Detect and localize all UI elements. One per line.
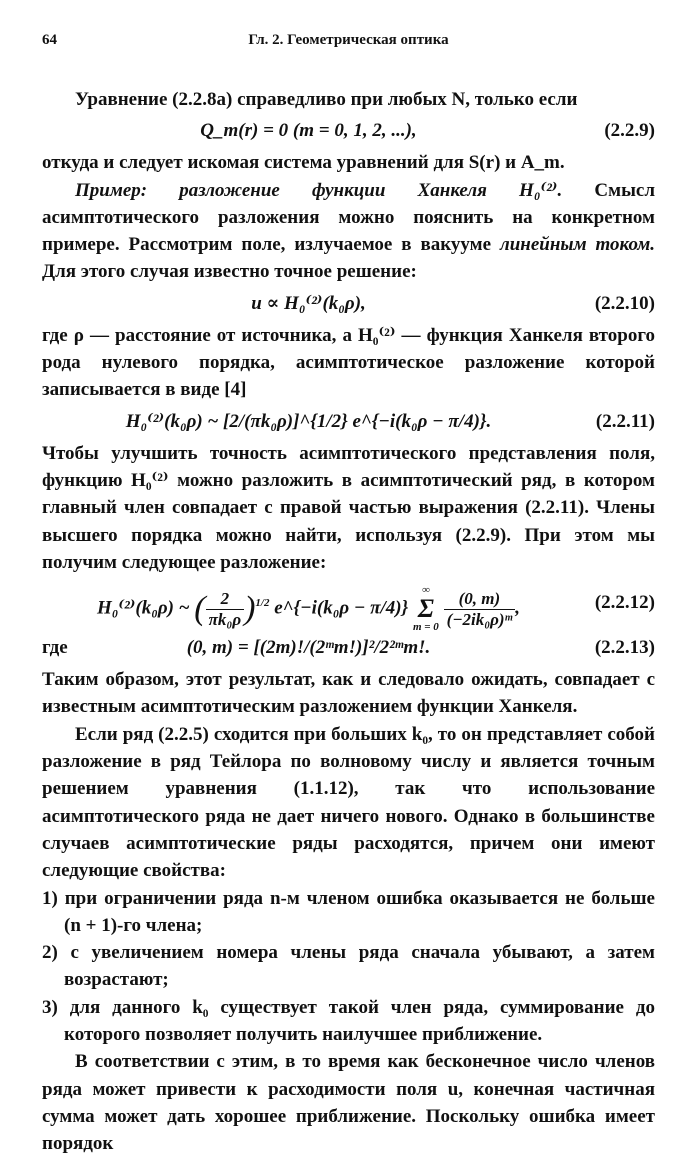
equation-2-2-12 bbox=[42, 576, 655, 634]
fraction-numerator: 2 bbox=[206, 589, 244, 610]
fraction bbox=[206, 589, 244, 630]
equation-2-2-13 bbox=[42, 630, 655, 666]
equation-formula: u ∝ H₀⁽²⁾(k₀ρ), bbox=[251, 292, 366, 314]
term-numerator: (0, m) bbox=[444, 589, 516, 610]
paragraph-1: Уравнение (2.2.8а) справедливо при любых N, только если bbox=[75, 89, 578, 110]
where-label: где bbox=[42, 637, 68, 659]
summation bbox=[413, 584, 439, 634]
paragraph-7: Если ряд (2.2.5) сходится при больших k₀, то он представляет собой разложение в ряд Тейлора по волновому числу и является точным решением уравнения (1.1.12), так что использование асимптотического ряда не дает ничего нового. Однако в большинстве случаев асимптотические ряды расходятся, причем они имеют следующие свойства: bbox=[42, 723, 655, 882]
list-item: 3) для данного k₀ существует такой член ряда, суммирование до которого позволяет получить наилучшее приближение. bbox=[42, 996, 655, 1046]
sum-upper: ∞ bbox=[421, 584, 430, 597]
left-paren: ( bbox=[194, 590, 206, 628]
equation-formula: H₀⁽²⁾(k₀ρ) ~ [2/(πk₀ρ)]^{1/2} e^{−i(k₀ρ − π/4)}. bbox=[125, 410, 492, 432]
equation-number: (2.2.11) bbox=[595, 410, 655, 432]
equation-2-2-11 bbox=[42, 404, 655, 440]
list-item: 2) с увеличением номера члены ряда сначала убывают, а затем возрастают; bbox=[42, 942, 655, 991]
equation-formula bbox=[42, 576, 575, 636]
page-number: 64 bbox=[42, 32, 57, 48]
eq-comma: , bbox=[515, 597, 521, 619]
equation-number: (2.2.9) bbox=[604, 120, 655, 142]
fraction-denominator: πk₀ρ bbox=[208, 609, 242, 629]
paragraph-3 bbox=[42, 177, 655, 286]
paragraph-2: откуда и следует искомая система уравнений для S(r) и A_m. bbox=[42, 152, 565, 174]
paragraph-3-text-b: Для этого случая известно точное решение: bbox=[42, 261, 417, 283]
equation-2-2-9 bbox=[42, 113, 655, 149]
equation-formula: Q_m(r) = 0 (m = 0, 1, 2, ...), bbox=[200, 120, 417, 142]
exponential: e^{−i(k₀ρ − π/4)} bbox=[274, 597, 409, 619]
paragraph-3-text-a: Смысл асимптотического разложения можно пояснить на конкретном примере. Рассмотрим поле, излучаемое в вакууме bbox=[42, 179, 655, 256]
paragraph-4: где ρ — расстояние от источника, а H₀⁽²⁾ — функция Ханкеля второго рода нулевого порядка, асимптотическое разложение которой записывается в виде [4] bbox=[42, 324, 655, 401]
sum-lower: m = 0 bbox=[412, 621, 439, 634]
term-fraction bbox=[444, 589, 516, 630]
equation-number: (2.2.10) bbox=[594, 292, 655, 314]
example-heading: Пример: разложение функции Ханкеля H₀⁽²⁾. bbox=[75, 179, 563, 201]
equation-number: (2.2.13) bbox=[594, 637, 655, 659]
list-item: 1) при ограничении ряда n-м членом ошибка оказывается не больше (n + 1)-го члена; bbox=[42, 887, 655, 936]
page-body bbox=[42, 86, 655, 1158]
linear-current-term: линейным током. bbox=[499, 234, 656, 256]
power: 1/2 bbox=[255, 597, 270, 610]
term-denominator: (−2ik₀ρ)ᵐ bbox=[446, 609, 513, 629]
equation-number: (2.2.12) bbox=[594, 592, 655, 614]
right-paren: ) bbox=[244, 590, 256, 628]
sum-symbol: Σ bbox=[417, 594, 434, 624]
equation-formula: (0, m) = [(2m)!/(2ᵐm!)]²/2²ᵐm!. bbox=[186, 637, 431, 659]
paragraph-6: Таким образом, этот результат, как и следовало ожидать, совпадает с известным асимптотическим разложением функции Ханкеля. bbox=[42, 669, 655, 718]
chapter-title: Гл. 2. Геометрическая оптика bbox=[248, 32, 449, 48]
eq-lhs: H₀⁽²⁾(k₀ρ) ~ bbox=[96, 597, 190, 619]
paragraph-5: Чтобы улучшить точность асимптотического представления поля, функцию H₀⁽²⁾ можно разложить в асимптотический ряд, в котором главный член совпадает с правой частью выражения (2.2.11). Члены высшего порядка можно найти, используя (2.2.9). При этом мы получим следующее разложение: bbox=[42, 442, 655, 573]
equation-2-2-10 bbox=[42, 286, 655, 322]
running-header bbox=[42, 32, 655, 56]
paragraph-8: В соответствии с этим, в то время как бесконечное число членов ряда может привести к расходимости поля u, конечная частичная сумма может дать хорошее приближение. Поскольку ошибка имеет порядок bbox=[42, 1051, 655, 1155]
